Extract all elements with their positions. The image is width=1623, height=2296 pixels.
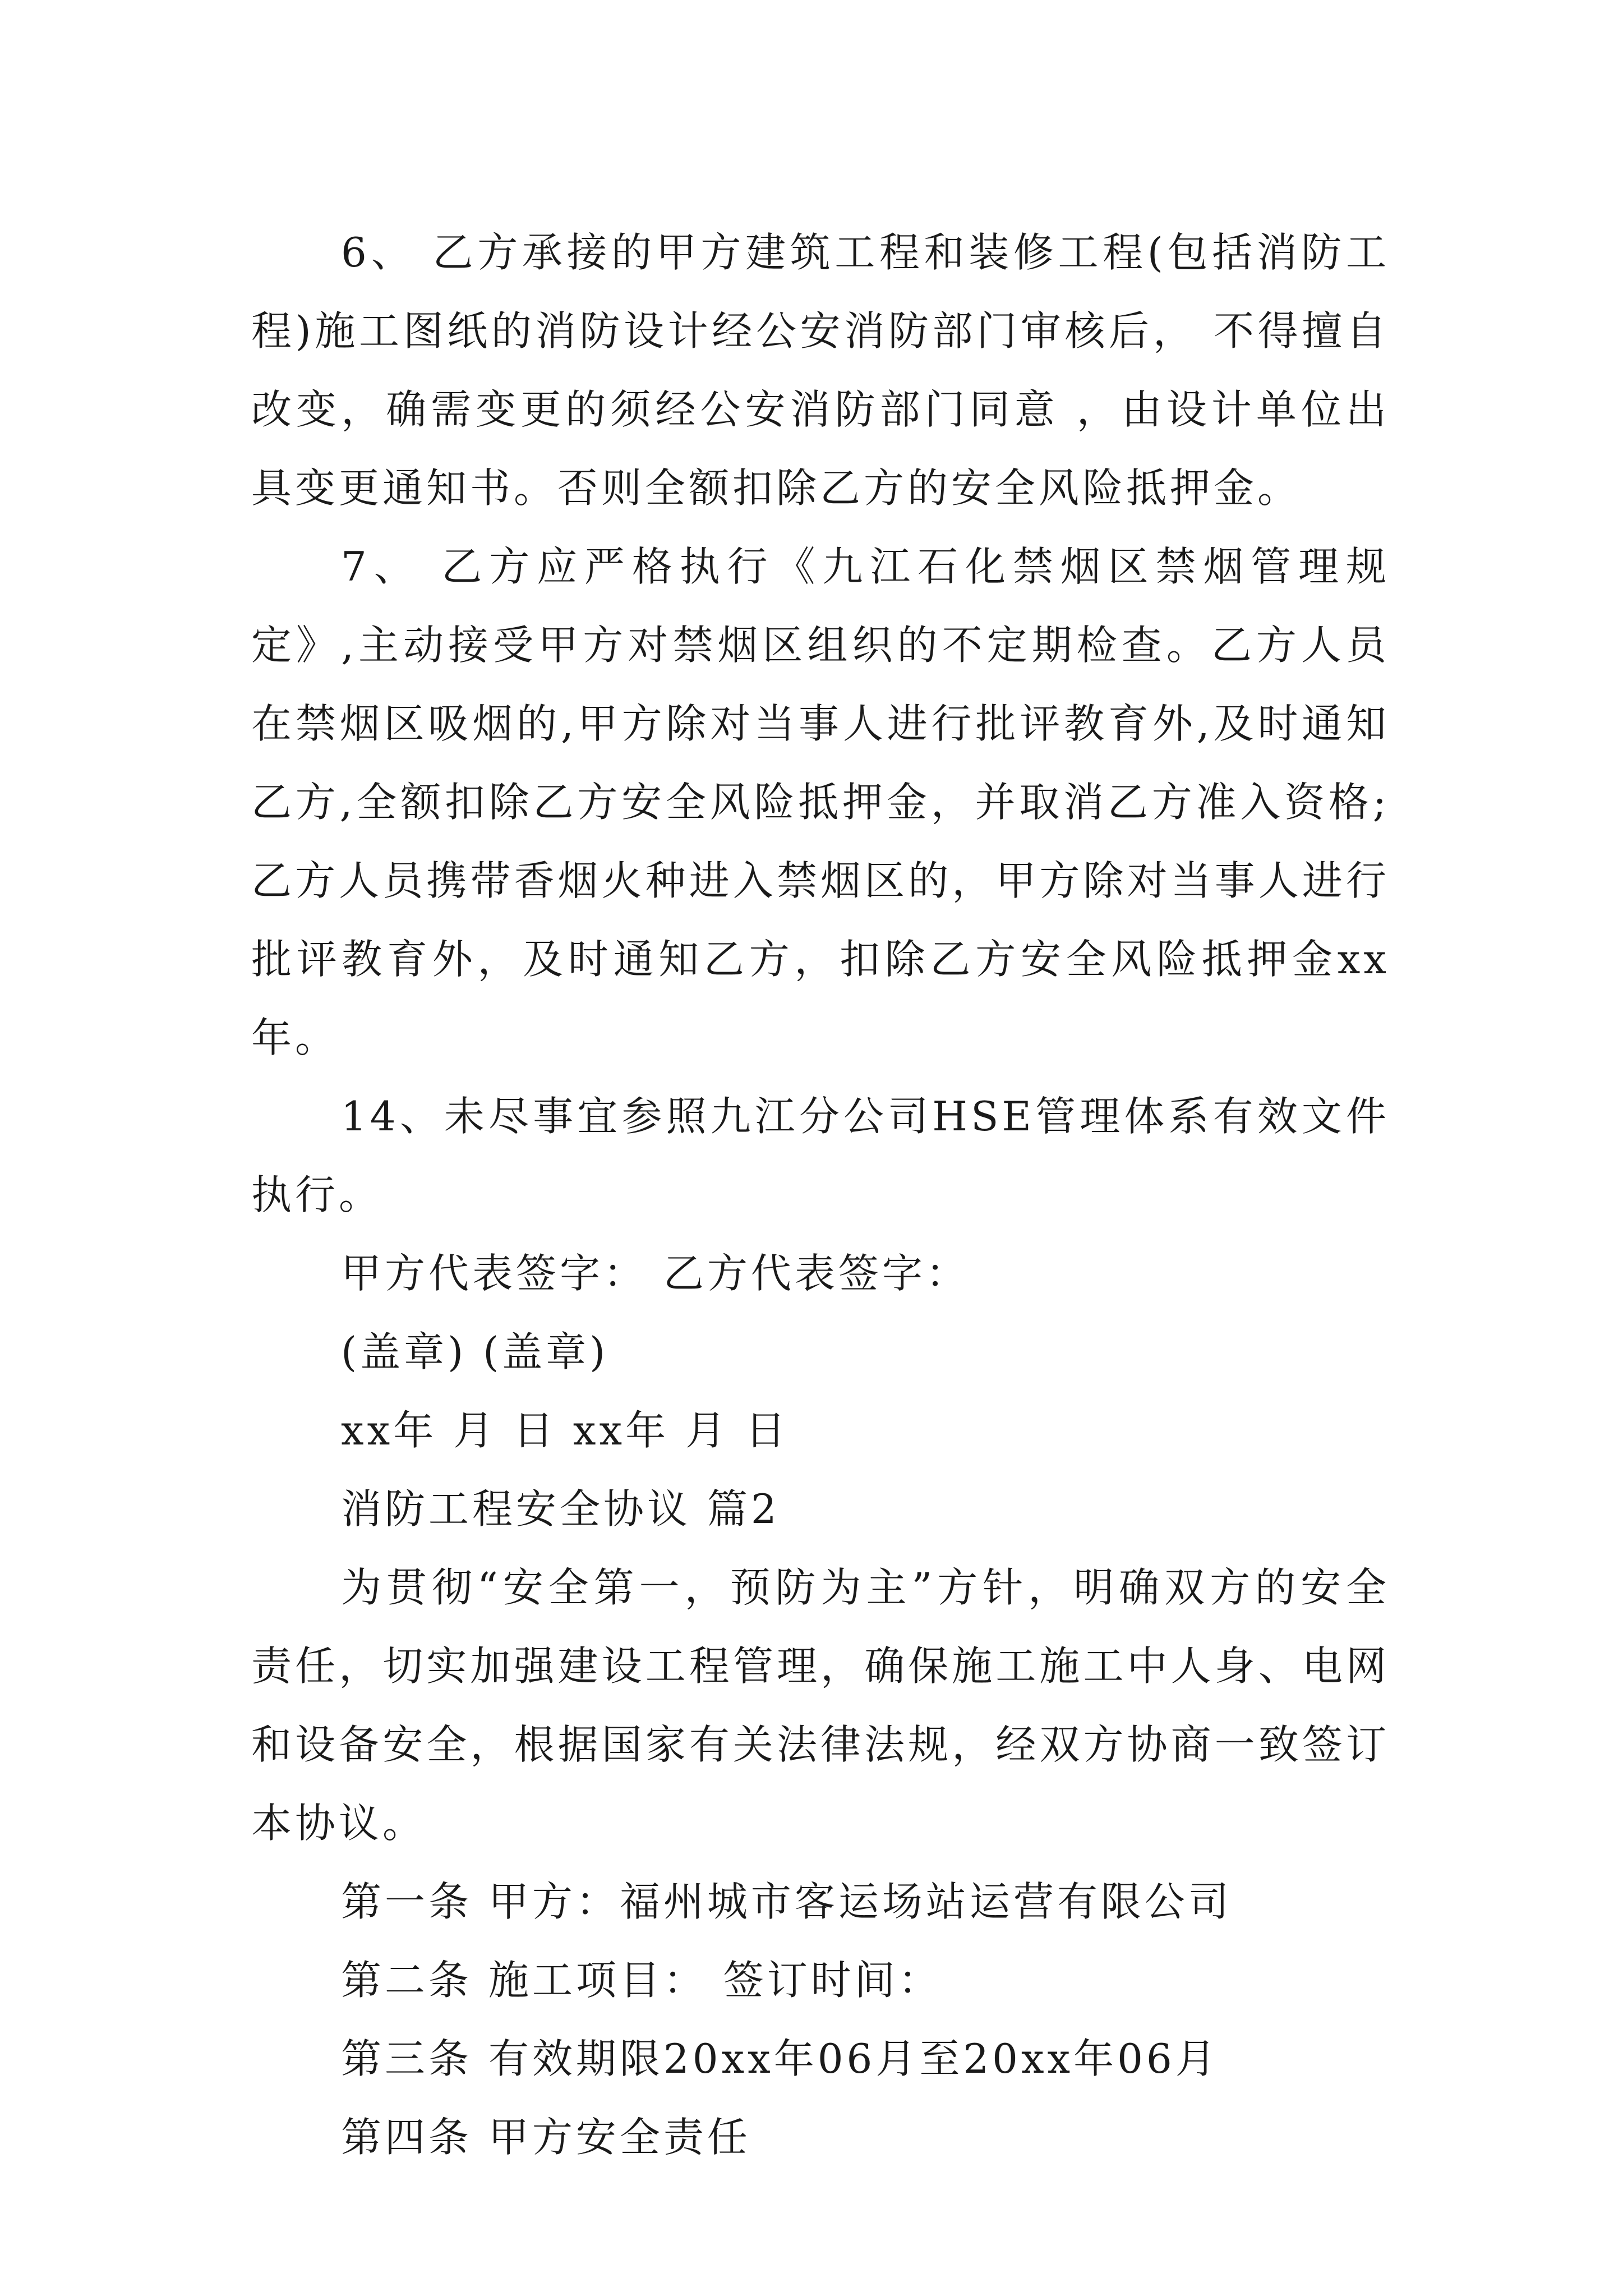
document-body <box>251 213 1390 2177</box>
clause-7-paragraph: 7、 乙方应严格执行《九江石化禁烟区禁烟管理规定》,主动接受甲方对禁烟区组织的不定期检查。乙方人员在禁烟区吸烟的,甲方除对当事人进行批评教育外,及时通知乙方,全额扣除乙方安全风险抵押金，并取消乙方准入资格;乙方人员携带香烟火种进入禁烟区的，甲方除对当事人进行批评教育外，及时通知乙方，扣除乙方安全风险抵押金xx年。 <box>251 543 1390 1061</box>
date-line: xx年 月 日 xx年 月 日 <box>341 1407 789 1454</box>
article-2: 第二条 施工项目： 签订时间： <box>341 1957 942 2004</box>
seal-line: (盖章) (盖章) <box>341 1328 609 1375</box>
intro-paragraph: 为贯彻“安全第一，预防为主”方针，明确双方的安全责任，切实加强建设工程管理，确保施工施工中人身、电网和设备安全，根据国家有关法律法规，经双方协商一致签订本协议。 <box>251 1564 1390 1847</box>
article-3: 第三条 有效期限20xx年06月至20xx年06月 <box>341 2035 1219 2082</box>
article-4: 第四条 甲方安全责任 <box>341 2114 751 2161</box>
section-title: 消防工程安全协议 篇2 <box>341 1485 780 1533</box>
clause-6-paragraph: 6、 乙方承接的甲方建筑工程和装修工程(包括消防工程)施工图纸的消防设计经公安消防部门审核后， 不得擅自改变，确需变更的须经公安消防部门同意 ，由设计单位出具变更通知书。否则全额扣除乙方的安全风险抵押金。 <box>251 229 1390 512</box>
clause-14-paragraph: 14、未尽事宜参照九江分公司HSE管理体系有效文件执行。 <box>251 1093 1390 1218</box>
article-1: 第一条 甲方：福州城市客运场站运营有限公司 <box>341 1878 1232 1925</box>
signature-line: 甲方代表签字： 乙方代表签字： <box>341 1250 970 1297</box>
